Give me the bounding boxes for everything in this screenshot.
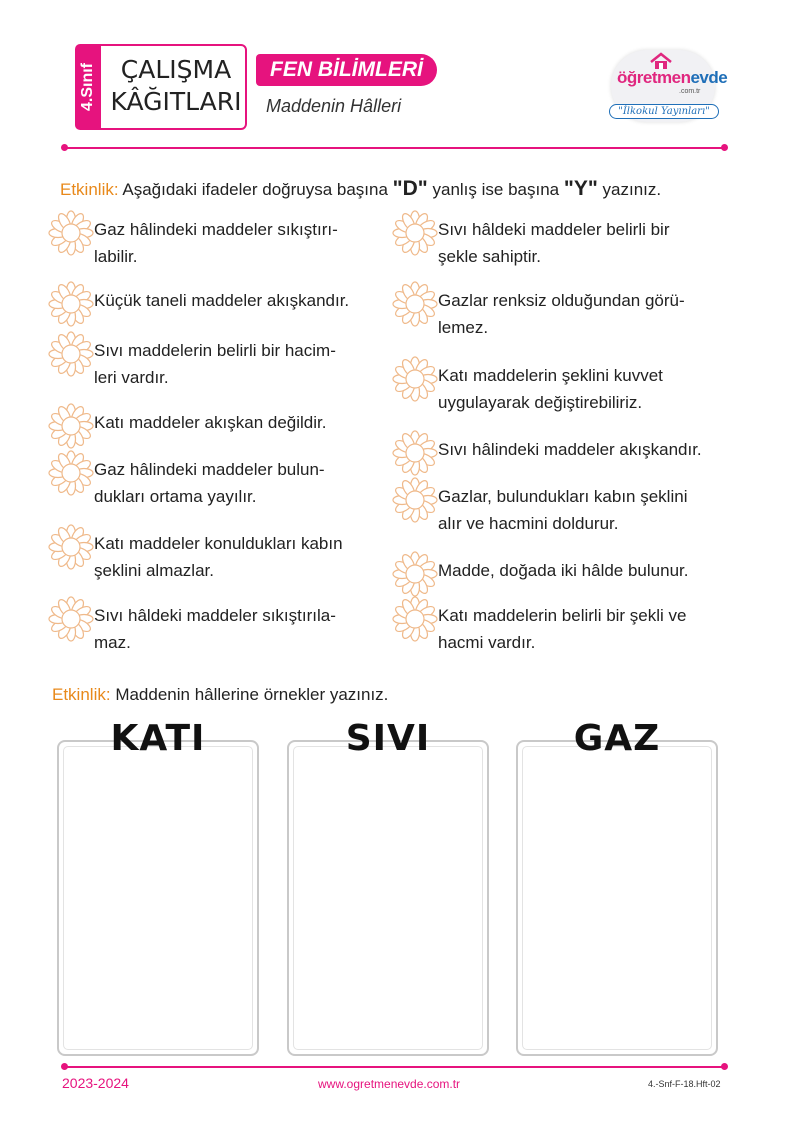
answer-box-inner [293,746,483,1050]
statement-line1: Küçük taneli maddeler akışkandır. [94,291,350,310]
flower-icon [48,331,94,377]
statement-item[interactable] [438,287,738,341]
statement-line2: dukları ortama yayılır. [94,487,257,506]
flower-icon [48,524,94,570]
statement-item[interactable] [438,557,738,584]
activity1-text-before: Aşağıdaki ifadeler doğruysa başına [122,180,388,199]
answer-box-inner [522,746,712,1050]
false-mark: "Y" [563,177,598,200]
subject-badge: FEN BİLİMLERİ [256,54,437,86]
flower-icon [392,281,438,327]
answer-box-solid[interactable] [57,740,259,1056]
answer-box-gas[interactable] [516,740,718,1056]
statement-line1: Gaz hâlindeki maddeler sıkıştırı- [94,220,338,239]
footer-dot-left [61,1063,68,1070]
flower-icon [392,551,438,597]
flower-icon [392,356,438,402]
activity2-label: Etkinlik: [52,685,111,704]
flower-icon [48,403,94,449]
footer-divider [64,1066,724,1068]
statement-item[interactable] [94,409,394,436]
true-mark: "D" [392,177,428,200]
footer-code: 4.-Snf-F-18.Hft-02 [648,1079,721,1089]
statement-line2: labilir. [94,247,138,266]
statement-line1: Sıvı hâlindeki maddeler akışkandır. [438,440,702,459]
statement-line2: leri vardır. [94,368,169,387]
statement-item[interactable] [438,602,738,656]
statement-line1: Katı maddelerin şeklini kuvvet [438,366,663,385]
statement-item[interactable] [438,362,738,416]
logo-name-part2: evde [690,68,728,87]
statement-item[interactable] [438,483,738,537]
worksheet-title [106,54,246,118]
header-divider [64,147,724,149]
flower-icon [48,281,94,327]
answer-box-liquid[interactable] [287,740,489,1056]
statement-line1: Sıvı maddelerin belirli bir hacim- [94,341,336,360]
statement-line2: uygulayarak değiştirebiliriz. [438,393,643,412]
statement-item[interactable] [438,436,738,463]
title-line2: KÂĞITLARI [110,87,242,116]
column-header-solid: KATI [110,718,206,759]
footer-year: 2023-2024 [62,1075,129,1091]
column-header-gas: GAZ [573,718,661,759]
flower-icon [392,210,438,256]
grade-label: 4.Sınıf [79,62,96,112]
statement-line1: Sıvı hâldeki maddeler belirli bir [438,220,670,239]
statement-line1: Sıvı hâldeki maddeler sıkıştırıla- [94,606,336,625]
statement-line1: Gazlar renksiz olduğundan görü- [438,291,685,310]
statement-item[interactable] [94,337,394,391]
statement-item[interactable] [438,216,738,270]
statement-item[interactable] [94,287,394,314]
activity1-instruction [60,177,661,201]
statement-line1: Madde, doğada iki hâlde bulunur. [438,561,689,580]
statement-item[interactable] [94,602,394,656]
title-line1: ÇALIŞMA [120,55,232,84]
logo-name [617,68,728,88]
answer-box-inner [63,746,253,1050]
divider-dot-left [61,144,68,151]
footer-website[interactable]: www.ogretmenevde.com.tr [318,1077,461,1091]
activity1-label: Etkinlik: [60,180,119,199]
logo-tagline: "İlkokul Yayınları" [609,104,719,119]
footer-dot-right [721,1063,728,1070]
publisher-logo [603,42,728,132]
statement-line1: Katı maddeler konuldukları kabın [94,534,343,553]
logo-domain: .com.tr [679,88,701,95]
logo-name-part1: öğretmen [617,68,691,87]
divider-dot-right [721,144,728,151]
statement-item[interactable] [94,456,394,510]
statement-line2: lemez. [438,318,489,337]
statement-line1: Gazlar, bulundukları kabın şeklini [438,487,688,506]
activity2-instruction [52,685,388,705]
statement-item[interactable] [94,530,394,584]
statement-line2: şekle sahiptir. [438,247,541,266]
column-header-liquid: SIVI [345,718,431,759]
activity1-text-after: yazınız. [602,180,662,199]
statement-line1: Katı maddeler akışkan değildir. [94,413,327,432]
flower-icon [48,210,94,256]
statement-line2: şeklini almazlar. [94,561,214,580]
flower-icon [392,596,438,642]
statement-line1: Gaz hâlindeki maddeler bulun- [94,460,325,479]
statement-line1: Katı maddelerin belirli bir şekli ve [438,606,687,625]
activity2-text: Maddenin hâllerine örnekler yazınız. [115,685,389,704]
statement-line2: alır ve hacmini doldurur. [438,514,619,533]
statement-line2: hacmi vardır. [438,633,536,652]
flower-icon [48,450,94,496]
activity1-text-middle: yanlış ise başına [432,180,560,199]
grade-tab [75,44,101,130]
statement-item[interactable] [94,216,394,270]
statement-line2: maz. [94,633,131,652]
topic-title: Maddenin Hâlleri [266,96,402,116]
flower-icon [48,596,94,642]
flower-icon [392,477,438,523]
flower-icon [392,430,438,476]
